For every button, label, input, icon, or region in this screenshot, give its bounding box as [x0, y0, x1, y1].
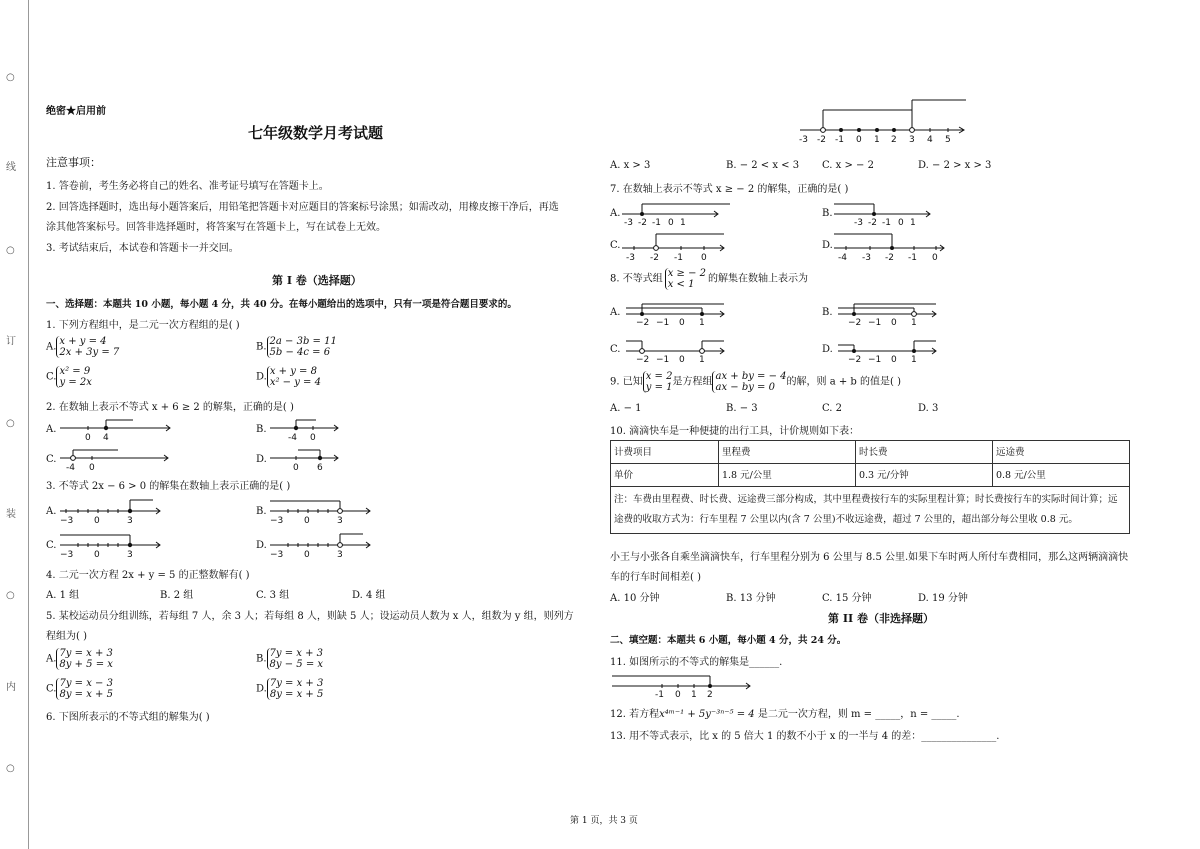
tick-label: 0 [310, 433, 316, 443]
tick-label: 0 [898, 218, 904, 228]
table-cell: 计费项目 [611, 441, 719, 464]
q10-option-b[interactable]: B. 13 分钟 [726, 593, 776, 604]
binding-circle: ○ [6, 245, 15, 256]
option-label: A. [610, 307, 621, 318]
option-label: C. [610, 240, 621, 251]
tick-label: -4 [66, 463, 75, 473]
option-label: A. [46, 653, 57, 665]
option-label: C. [46, 371, 57, 383]
q5-option-d[interactable] [256, 678, 323, 700]
tick-label: 5 [945, 135, 951, 145]
tick-label: −2 [848, 318, 862, 328]
q4-option-b[interactable]: B. 2 组 [160, 590, 194, 601]
section-fill: 二、填空题：本题共 6 小题，每小题 4 分，共 24 分。 [610, 635, 847, 646]
number-line [58, 418, 178, 444]
binding-text-xian: 线 [6, 162, 16, 173]
tick-label: 0 [856, 135, 862, 145]
q10-option-d[interactable]: D. 19 分钟 [918, 593, 968, 604]
tick-label: 1 [680, 218, 686, 228]
tick-label: -2 [868, 218, 877, 228]
option-label: C. [46, 454, 57, 465]
q5-stem-cont: 程组为( ) [46, 631, 87, 642]
part2-title: 第 II 卷（非选择题） [828, 612, 934, 625]
equation-system [267, 678, 324, 700]
option-label: D. [256, 454, 267, 465]
q6-option-d[interactable]: D. − 2 > x > 3 [918, 160, 992, 171]
option-label: A. [46, 341, 57, 353]
number-line [620, 200, 740, 228]
q4-option-a[interactable]: A. 1 组 [46, 590, 80, 601]
page-number: 第 1 页，共 3 页 [570, 816, 638, 826]
table-cell: 单价 [611, 464, 719, 487]
number-line [620, 230, 740, 262]
tick-label: -3 [624, 218, 633, 228]
table-note: 注：车费由里程费、时长费、远途费三部分构成，其中里程费按行车的实际里程计算；时长费按行车的实际时间计算；远途费的收取方式为：行车里程 7 公里以内(含 7 公里)不收远途费，超过 7 公里的，超出部分每公里收 0.8 元。 [611, 487, 1130, 534]
tick-label: 2 [707, 690, 713, 700]
binding-text-nei: 内 [6, 682, 16, 693]
equation: x² − y = 4 [269, 377, 321, 388]
tick-label: 0 [675, 690, 681, 700]
q4-option-c[interactable]: C. 3 组 [256, 590, 290, 601]
tick-label: -2 [817, 135, 826, 145]
option-label: A. [46, 506, 57, 517]
option-label: B. [822, 208, 833, 219]
q4-option-d[interactable]: D. 4 组 [352, 590, 386, 601]
notes-heading: 注意事项： [46, 156, 101, 169]
tick-label: 0 [679, 318, 685, 328]
equation: x⁴ᵐ⁻¹ + 5y⁻³ⁿ⁻⁵ = 4 [659, 709, 755, 720]
note-item: 2. 回答选择题时，选出每小题答案后，用铅笔把答题卡对应题目的答案标号涂黑；如需改动，用橡皮擦干净后，再选 [46, 202, 559, 213]
number-line [832, 200, 952, 228]
option-label: B. [256, 424, 267, 435]
q1-option-b[interactable] [256, 336, 337, 358]
number-line [268, 448, 388, 474]
q5-option-c[interactable] [46, 678, 113, 700]
q1-option-a[interactable] [46, 336, 119, 358]
q10-stem: 10. 滴滴快车是一种便捷的出行工具，计价规则如下表： [610, 426, 860, 437]
binding-circle: ○ [6, 590, 15, 601]
tick-label: 3 [909, 135, 915, 145]
tick-label: 1 [874, 135, 880, 145]
equation: 7y = x − 3 [59, 678, 113, 689]
q10-option-a[interactable]: A. 10 分钟 [610, 593, 660, 604]
tick-label: −2 [848, 355, 862, 365]
option-label: D. [256, 371, 267, 383]
tick-label: 1 [910, 218, 916, 228]
table-cell: 远途费 [992, 441, 1129, 464]
equation: 8y − 5 = x [269, 659, 324, 670]
tick-label: -2 [885, 253, 894, 262]
tick-label: −1 [868, 318, 882, 328]
tick-label: 0 [304, 550, 310, 560]
option-label: D. [822, 240, 833, 251]
section-choice: 一、选择题：本题共 10 小题，每小题 4 分，共 40 分。在每小题给出的选项中，只有一项是符合题目要求的。 [46, 299, 517, 310]
binding-circle: ○ [6, 763, 15, 774]
tick-label: -1 [674, 253, 683, 262]
binding-margin [0, 0, 29, 849]
inequality-system [665, 268, 706, 290]
tick-label: −3 [60, 516, 74, 526]
q5-option-a[interactable] [46, 648, 113, 670]
binding-text-zhuang: 装 [6, 509, 16, 520]
tick-label: 0 [668, 218, 674, 228]
q10-text: 小王与小张各自乘坐滴滴快车，行车里程分别为 6 公里与 8.5 公里.如果下车时两人所付车费相同，那么这两辆滴滴快 [610, 552, 1129, 563]
table-row [611, 464, 1130, 487]
table-cell: 里程费 [718, 441, 855, 464]
tick-label: 4 [103, 433, 109, 443]
equation: x = 2 [645, 371, 673, 382]
tick-label: -3 [799, 135, 808, 145]
tick-label: −2 [636, 355, 650, 365]
tick-label: −2 [636, 318, 650, 328]
q1-option-d[interactable] [256, 366, 321, 388]
equation-system [267, 336, 337, 358]
binding-text-ding: 订 [6, 336, 16, 347]
number-line [268, 418, 388, 444]
q8-stem [610, 268, 808, 290]
q11-stem: 11. 如图所示的不等式的解集是______. [610, 657, 783, 668]
equation: x² = 9 [59, 366, 91, 377]
tick-label: -1 [908, 253, 917, 262]
option-label: B. [256, 506, 267, 517]
tick-label: 0 [891, 318, 897, 328]
q7-stem: 7. 在数轴上表示不等式 x ≥ − 2 的解集，正确的是( ) [610, 184, 849, 195]
tick-label: −3 [270, 516, 284, 526]
tick-label: -1 [655, 690, 664, 700]
tick-label: -1 [835, 135, 844, 145]
tick-label: 0 [679, 355, 685, 365]
solution-system [643, 371, 673, 393]
option-label: A. [46, 424, 57, 435]
equation: 8y = x + 5 [269, 689, 324, 700]
q5-stem: 5. 某校运动员分组训练，若每组 7 人，余 3 人；若每组 8 人，则缺 5 人；设运动员人数为 x 人，组数为 y 组，则列方 [46, 611, 574, 622]
q9-option-b[interactable]: B. − 3 [726, 403, 758, 414]
number-line [832, 230, 952, 262]
number-line [58, 532, 168, 560]
number-line [624, 300, 734, 328]
number-line [836, 337, 946, 365]
tick-label: 0 [932, 253, 938, 262]
equation: ax − by = 0 [715, 382, 775, 393]
tick-label: 6 [317, 463, 323, 473]
part1-title: 第 I 卷（选择题） [272, 274, 362, 287]
inequality: x ≥ − 2 [667, 268, 707, 279]
equation-system [56, 336, 119, 358]
q1-option-c[interactable] [46, 366, 92, 388]
q1-stem: 1. 下列方程组中，是二元一次方程组的是( ) [46, 320, 240, 331]
equation: 8y + 5 = x [59, 659, 113, 670]
equation: 7y = x + 3 [269, 648, 324, 659]
q2-stem: 2. 在数轴上表示不等式 x + 6 ≥ 2 的解集，正确的是( ) [46, 402, 294, 413]
equation-system [267, 366, 321, 388]
table-cell: 1.8 元/公里 [718, 464, 855, 487]
q6-stem: 6. 下图所表示的不等式组的解集为( ) [46, 712, 210, 723]
table-cell: 0.8 元/公里 [992, 464, 1129, 487]
tick-label: 1 [699, 318, 705, 328]
tick-label: -4 [838, 253, 847, 262]
tick-label: −1 [656, 318, 670, 328]
tick-label: −1 [868, 355, 882, 365]
equation: y = 1 [645, 382, 673, 393]
tick-label: 1 [911, 318, 917, 328]
q8-stem-post: 的解集在数轴上表示为 [708, 273, 809, 285]
q10-text-cont: 车的行车时间相差( ) [610, 572, 701, 583]
number-line [624, 337, 734, 365]
tick-label: −3 [270, 550, 284, 560]
tick-label: 3 [127, 550, 133, 560]
note-item: 3. 考试结束后，本试卷和答题卡一并交回。 [46, 243, 239, 254]
tick-label: 0 [89, 463, 95, 473]
option-label: B. [256, 653, 267, 665]
tick-label: 3 [337, 550, 343, 560]
fare-table [610, 440, 1130, 534]
option-label: C. [46, 683, 57, 695]
option-label: D. [256, 683, 267, 695]
q9-stem-post: 的解，则 a + b 的值是( ) [786, 376, 901, 388]
q6-option-a[interactable]: A. x > 3 [610, 160, 651, 171]
tick-label: 0 [85, 433, 91, 443]
q12-stem [610, 705, 960, 720]
q10-option-c[interactable]: C. 15 分钟 [822, 593, 872, 604]
q6-option-c[interactable]: C. x > − 2 [822, 160, 874, 171]
tick-label: -2 [638, 218, 647, 228]
tick-label: 1 [691, 690, 697, 700]
number-line [58, 448, 178, 474]
equation-system [56, 648, 113, 670]
tick-label: -3 [626, 253, 635, 262]
q4-stem: 4. 二元一次方程 2x + y = 5 的正整数解有( ) [46, 570, 250, 581]
equation: 2a − 3b = 11 [269, 336, 337, 347]
q11-number-line [610, 672, 760, 700]
number-line [268, 532, 378, 560]
equation: 8y = x + 5 [59, 689, 113, 700]
tick-label: -3 [862, 253, 871, 262]
q9-stem-mid: 是方程组 [672, 376, 713, 388]
option-label: B. [256, 341, 267, 353]
tick-label: 0 [701, 253, 707, 262]
binding-circle: ○ [6, 72, 15, 83]
equation: 7y = x + 3 [269, 678, 324, 689]
equation: ax + by = − 4 [715, 371, 787, 382]
tick-label: 0 [94, 550, 100, 560]
tick-label: 3 [337, 516, 343, 526]
equation-system [267, 648, 324, 670]
tick-label: 1 [911, 355, 917, 365]
tick-label: 0 [304, 516, 310, 526]
option-label: C. [46, 540, 57, 551]
option-label: A. [610, 208, 621, 219]
tick-label: 0 [94, 516, 100, 526]
q13-stem: 13. 用不等式表示，比 x 的 5 倍大 1 的数不小于 x 的一半与 4 的差：_______________. [610, 731, 1000, 742]
equation: 2x + 3y = 7 [59, 347, 120, 358]
q12-stem-post: 是二元一次方程，则 m = _____，n = _____. [757, 709, 960, 720]
tick-label: -3 [854, 218, 863, 228]
tick-label: -1 [882, 218, 891, 228]
inequality: x < 1 [667, 279, 695, 290]
tick-label: -1 [652, 218, 661, 228]
tick-label: −1 [656, 355, 670, 365]
note-item: 1. 答卷前，考生务必将自己的姓名、准考证号填写在答题卡上。 [46, 181, 329, 192]
tick-label: 0 [891, 355, 897, 365]
number-line [58, 498, 168, 526]
equation-system [56, 366, 91, 388]
equation: x + y = 8 [269, 366, 317, 377]
table-row [611, 441, 1130, 464]
note-item: 涂其他答案标号。回答非选择题时，将答案写在答题卡上，写在试卷上无效。 [46, 222, 386, 233]
tick-label: 4 [927, 135, 933, 145]
q8-stem-pre: 8. 不等式组 [610, 273, 663, 285]
q9-option-d[interactable]: D. 3 [918, 403, 939, 414]
tick-label: -2 [650, 253, 659, 262]
table-row [611, 487, 1130, 534]
q9-stem-pre: 9. 已知 [610, 376, 643, 388]
secret-label: 绝密★启用前 [46, 106, 106, 117]
equation-system [56, 678, 113, 700]
tick-label: 1 [699, 355, 705, 365]
tick-label: 2 [891, 135, 897, 145]
equation-system [712, 371, 786, 393]
tick-label: 3 [127, 516, 133, 526]
equation: x + y = 4 [59, 336, 107, 347]
page-title: 七年级数学月考试题 [248, 124, 384, 142]
q9-option-a[interactable]: A. − 1 [610, 403, 642, 414]
q9-stem [610, 371, 901, 393]
number-line [268, 498, 378, 526]
q3-stem: 3. 不等式 2x − 6 > 0 的解集在数轴上表示正确的是( ) [46, 481, 291, 492]
equation: 7y = x + 3 [59, 648, 113, 659]
number-line [836, 300, 946, 328]
option-label: B. [822, 307, 833, 318]
option-label: C. [610, 344, 621, 355]
q5-option-b[interactable] [256, 648, 323, 670]
equation: y = 2x [59, 377, 92, 388]
equation: 5b − 4c = 6 [269, 347, 331, 358]
q9-option-c[interactable]: C. 2 [822, 403, 843, 414]
tick-label: 0 [293, 463, 299, 473]
option-label: D. [256, 540, 267, 551]
q6-option-b[interactable]: B. − 2 < x < 3 [726, 160, 800, 171]
binding-circle: ○ [6, 418, 15, 429]
table-cell: 时长费 [855, 441, 992, 464]
tick-label: −3 [60, 550, 74, 560]
option-label: D. [822, 344, 833, 355]
q12-stem-pre: 12. 若方程 [610, 709, 660, 720]
tick-label: -4 [288, 433, 297, 443]
table-cell: 0.3 元/分钟 [855, 464, 992, 487]
q6-number-line [796, 96, 971, 146]
